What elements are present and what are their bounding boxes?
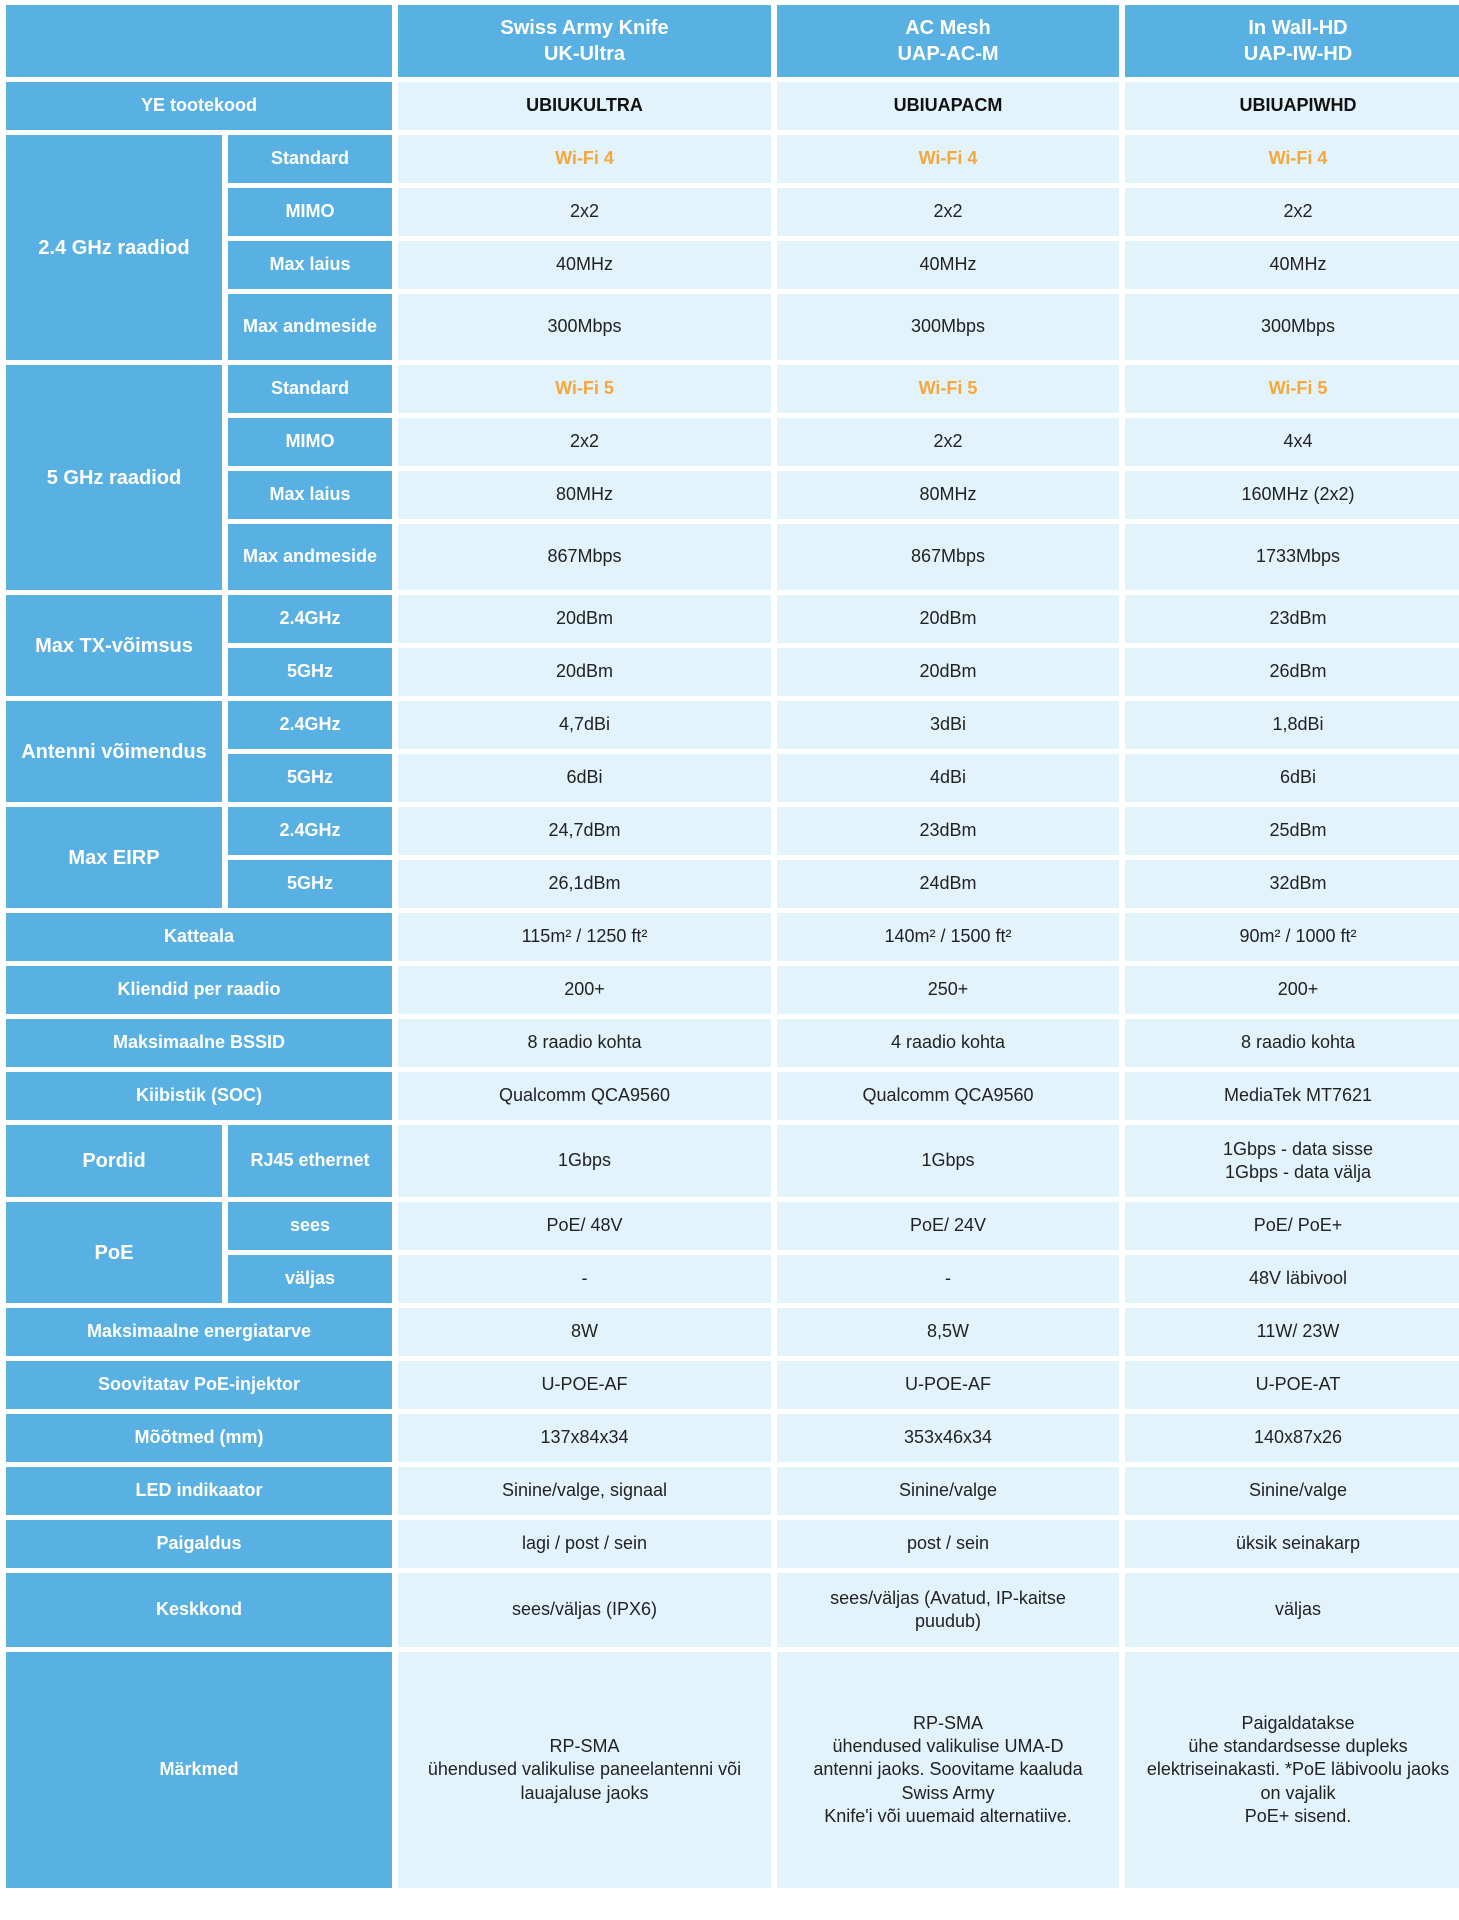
- row-label: Keskkond: [6, 1573, 392, 1647]
- cell-value: 1733Mbps: [1125, 524, 1459, 590]
- sub-label: MIMO: [228, 418, 392, 466]
- group-label: Pordid: [6, 1125, 222, 1197]
- product-name: AC Mesh: [905, 17, 991, 39]
- cell-value: 160MHz (2x2): [1125, 471, 1459, 519]
- cell-value: Sinine/valge, signaal: [398, 1467, 771, 1515]
- sub-label: 2.4GHz: [228, 595, 392, 643]
- product-name: In Wall-HD: [1248, 17, 1348, 39]
- cell-value: 24,7dBm: [398, 807, 771, 855]
- table-row: [6, 1202, 1459, 1250]
- cell-value: 1Gbps: [777, 1125, 1119, 1197]
- cell-value: Qualcomm QCA9560: [398, 1072, 771, 1120]
- table-row: [6, 82, 1459, 130]
- table-row: [6, 701, 1459, 749]
- table-row: [6, 860, 1459, 908]
- cell-value: Sinine/valge: [777, 1467, 1119, 1515]
- cell-value: 2x2: [1125, 188, 1459, 236]
- cell-value: 23dBm: [1125, 595, 1459, 643]
- cell-value: 40MHz: [777, 241, 1119, 289]
- cell-value: 4dBi: [777, 754, 1119, 802]
- product-code: UBIUAPACM: [777, 82, 1119, 130]
- cell-value: 80MHz: [777, 471, 1119, 519]
- cell-value: -: [398, 1255, 771, 1303]
- sub-label: Max andmeside: [228, 294, 392, 360]
- cell-value: 300Mbps: [398, 294, 771, 360]
- row-label: Mõõtmed (mm): [6, 1414, 392, 1462]
- sub-label: väljas: [228, 1255, 392, 1303]
- cell-value: Wi-Fi 5: [777, 365, 1119, 413]
- row-label: YE tootekood: [6, 82, 392, 130]
- cell-value: 867Mbps: [777, 524, 1119, 590]
- cell-value: Qualcomm QCA9560: [777, 1072, 1119, 1120]
- cell-value: 6dBi: [398, 754, 771, 802]
- cell-value: 4x4: [1125, 418, 1459, 466]
- cell-value: 1Gbps: [398, 1125, 771, 1197]
- cell-value: 40MHz: [398, 241, 771, 289]
- group-label: 5 GHz raadiod: [6, 365, 222, 590]
- sub-label: 5GHz: [228, 648, 392, 696]
- cell-value: 8,5W: [777, 1308, 1119, 1356]
- sub-label: 5GHz: [228, 860, 392, 908]
- cell-value: sees/väljas (IPX6): [398, 1573, 771, 1647]
- table-row: [6, 365, 1459, 413]
- cell-value: 2x2: [398, 418, 771, 466]
- cell-value: 867Mbps: [398, 524, 771, 590]
- cell-value: Sinine/valge: [1125, 1467, 1459, 1515]
- header-product: [777, 5, 1119, 77]
- row-label: LED indikaator: [6, 1467, 392, 1515]
- cell-value: Wi-Fi 5: [398, 365, 771, 413]
- table-row: [6, 648, 1459, 696]
- cell-value: 8 raadio kohta: [398, 1019, 771, 1067]
- product-model: UK-Ultra: [543, 43, 626, 65]
- cell-value: 3dBi: [777, 701, 1119, 749]
- product-code: UBIUKULTRA: [398, 82, 771, 130]
- notes-cell: RP-SMA ühendused valikulise paneelantenni või lauajaluse jaoks: [398, 1652, 771, 1888]
- cell-value: väljas: [1125, 1573, 1459, 1647]
- cell-value: 353x46x34: [777, 1414, 1119, 1462]
- table-row: [6, 1308, 1459, 1356]
- sub-label: 5GHz: [228, 754, 392, 802]
- cell-value: 20dBm: [777, 648, 1119, 696]
- cell-value: 24dBm: [777, 860, 1119, 908]
- cell-value: 137x84x34: [398, 1414, 771, 1462]
- header-row: [6, 5, 1459, 77]
- cell-value: 90m² / 1000 ft²: [1125, 913, 1459, 961]
- table-row: [6, 1573, 1459, 1647]
- cell-value: 26dBm: [1125, 648, 1459, 696]
- row-label: Kiibistik (SOC): [6, 1072, 392, 1120]
- sub-label: Max laius: [228, 241, 392, 289]
- header-product: [1125, 5, 1459, 77]
- table-row: [6, 1467, 1459, 1515]
- cell-value: PoE/ PoE+: [1125, 1202, 1459, 1250]
- group-label: 2.4 GHz raadiod: [6, 135, 222, 360]
- cell-value: 140m² / 1500 ft²: [777, 913, 1119, 961]
- cell-value: 115m² / 1250 ft²: [398, 913, 771, 961]
- sub-label: Max laius: [228, 471, 392, 519]
- row-label: Soovitatav PoE-injektor: [6, 1361, 392, 1409]
- row-label: Maksimaalne BSSID: [6, 1019, 392, 1067]
- cell-value: 200+: [1125, 966, 1459, 1014]
- cell-value: Wi-Fi 5: [1125, 365, 1459, 413]
- table-row: [6, 1019, 1459, 1067]
- notes-cell: RP-SMA ühendused valikulise UMA-D antenni jaoks. Soovitame kaaluda Swiss Army Knife'i või uuemaid alternatiive.: [777, 1652, 1119, 1888]
- row-label: Paigaldus: [6, 1520, 392, 1568]
- notes-cell: Paigaldatakse ühe standardsesse dupleks elektriseinakasti. *PoE läbivoolu jaoks on vajalik PoE+ sisend.: [1125, 1652, 1459, 1888]
- cell-value: 300Mbps: [1125, 294, 1459, 360]
- product-model: UAP-IW-HD: [1243, 43, 1353, 65]
- row-label: Kliendid per raadio: [6, 966, 392, 1014]
- row-label: Maksimaalne energiatarve: [6, 1308, 392, 1356]
- cell-value: 2x2: [398, 188, 771, 236]
- table-row: [6, 913, 1459, 961]
- sub-label: Max andmeside: [228, 524, 392, 590]
- cell-value: 80MHz: [398, 471, 771, 519]
- cell-value: 300Mbps: [777, 294, 1119, 360]
- cell-value: -: [777, 1255, 1119, 1303]
- sub-label: sees: [228, 1202, 392, 1250]
- table-row: [6, 418, 1459, 466]
- table-row: [6, 754, 1459, 802]
- group-label: Antenni võimendus: [6, 701, 222, 802]
- sub-label: Standard: [228, 365, 392, 413]
- cell-value: sees/väljas (Avatud, IP-kaitse puudub): [777, 1573, 1119, 1647]
- cell-value: U-POE-AF: [398, 1361, 771, 1409]
- table-row: [6, 471, 1459, 519]
- cell-value: 40MHz: [1125, 241, 1459, 289]
- table-row: [6, 294, 1459, 360]
- cell-value: lagi / post / sein: [398, 1520, 771, 1568]
- cell-value: 2x2: [777, 188, 1119, 236]
- cell-value: 20dBm: [398, 595, 771, 643]
- table-row: [6, 1361, 1459, 1409]
- cell-value: 6dBi: [1125, 754, 1459, 802]
- cell-value: Wi-Fi 4: [398, 135, 771, 183]
- cell-value: Wi-Fi 4: [777, 135, 1119, 183]
- table-row: [6, 966, 1459, 1014]
- cell-value: 20dBm: [777, 595, 1119, 643]
- cell-value: PoE/ 24V: [777, 1202, 1119, 1250]
- table-row: [6, 241, 1459, 289]
- group-label: Max EIRP: [6, 807, 222, 908]
- cell-value: 48V läbivool: [1125, 1255, 1459, 1303]
- cell-value: 8 raadio kohta: [1125, 1019, 1459, 1067]
- sub-label: Standard: [228, 135, 392, 183]
- product-model: UAP-AC-M: [897, 43, 999, 65]
- table-row: [6, 1520, 1459, 1568]
- table-row: [6, 135, 1459, 183]
- cell-value: 2x2: [777, 418, 1119, 466]
- table-row: [6, 595, 1459, 643]
- table-row: [6, 1652, 1459, 1888]
- table-row: [6, 1125, 1459, 1197]
- cell-value: 32dBm: [1125, 860, 1459, 908]
- product-name: Swiss Army Knife: [500, 17, 669, 39]
- table-row: [6, 1414, 1459, 1462]
- cell-value: 140x87x26: [1125, 1414, 1459, 1462]
- cell-value: üksik seinakarp: [1125, 1520, 1459, 1568]
- cell-value: post / sein: [777, 1520, 1119, 1568]
- table-row: [6, 807, 1459, 855]
- header-product: [398, 5, 771, 77]
- cell-value: U-POE-AT: [1125, 1361, 1459, 1409]
- table-row: [6, 1072, 1459, 1120]
- cell-value: 23dBm: [777, 807, 1119, 855]
- cell-value: 8W: [398, 1308, 771, 1356]
- row-label: Märkmed: [6, 1652, 392, 1888]
- group-label: PoE: [6, 1202, 222, 1303]
- cell-value: Wi-Fi 4: [1125, 135, 1459, 183]
- sub-label: 2.4GHz: [228, 701, 392, 749]
- cell-value: 26,1dBm: [398, 860, 771, 908]
- row-label: Katteala: [6, 913, 392, 961]
- table-row: [6, 188, 1459, 236]
- cell-value: MediaTek MT7621: [1125, 1072, 1459, 1120]
- table-row: [6, 524, 1459, 590]
- cell-value: PoE/ 48V: [398, 1202, 771, 1250]
- sub-label: RJ45 ethernet: [228, 1125, 392, 1197]
- cell-value: 4 raadio kohta: [777, 1019, 1119, 1067]
- sub-label: MIMO: [228, 188, 392, 236]
- cell-value: 1Gbps - data sisse 1Gbps - data välja: [1125, 1125, 1459, 1197]
- cell-value: 250+: [777, 966, 1119, 1014]
- product-code: UBIUAPIWHD: [1125, 82, 1459, 130]
- cell-value: 200+: [398, 966, 771, 1014]
- cell-value: 20dBm: [398, 648, 771, 696]
- group-label: Max TX-võimsus: [6, 595, 222, 696]
- cell-value: 1,8dBi: [1125, 701, 1459, 749]
- cell-value: U-POE-AF: [777, 1361, 1119, 1409]
- table-row: [6, 1255, 1459, 1303]
- cell-value: 25dBm: [1125, 807, 1459, 855]
- header-corner: [6, 5, 392, 77]
- sub-label: 2.4GHz: [228, 807, 392, 855]
- cell-value: 11W/ 23W: [1125, 1308, 1459, 1356]
- cell-value: 4,7dBi: [398, 701, 771, 749]
